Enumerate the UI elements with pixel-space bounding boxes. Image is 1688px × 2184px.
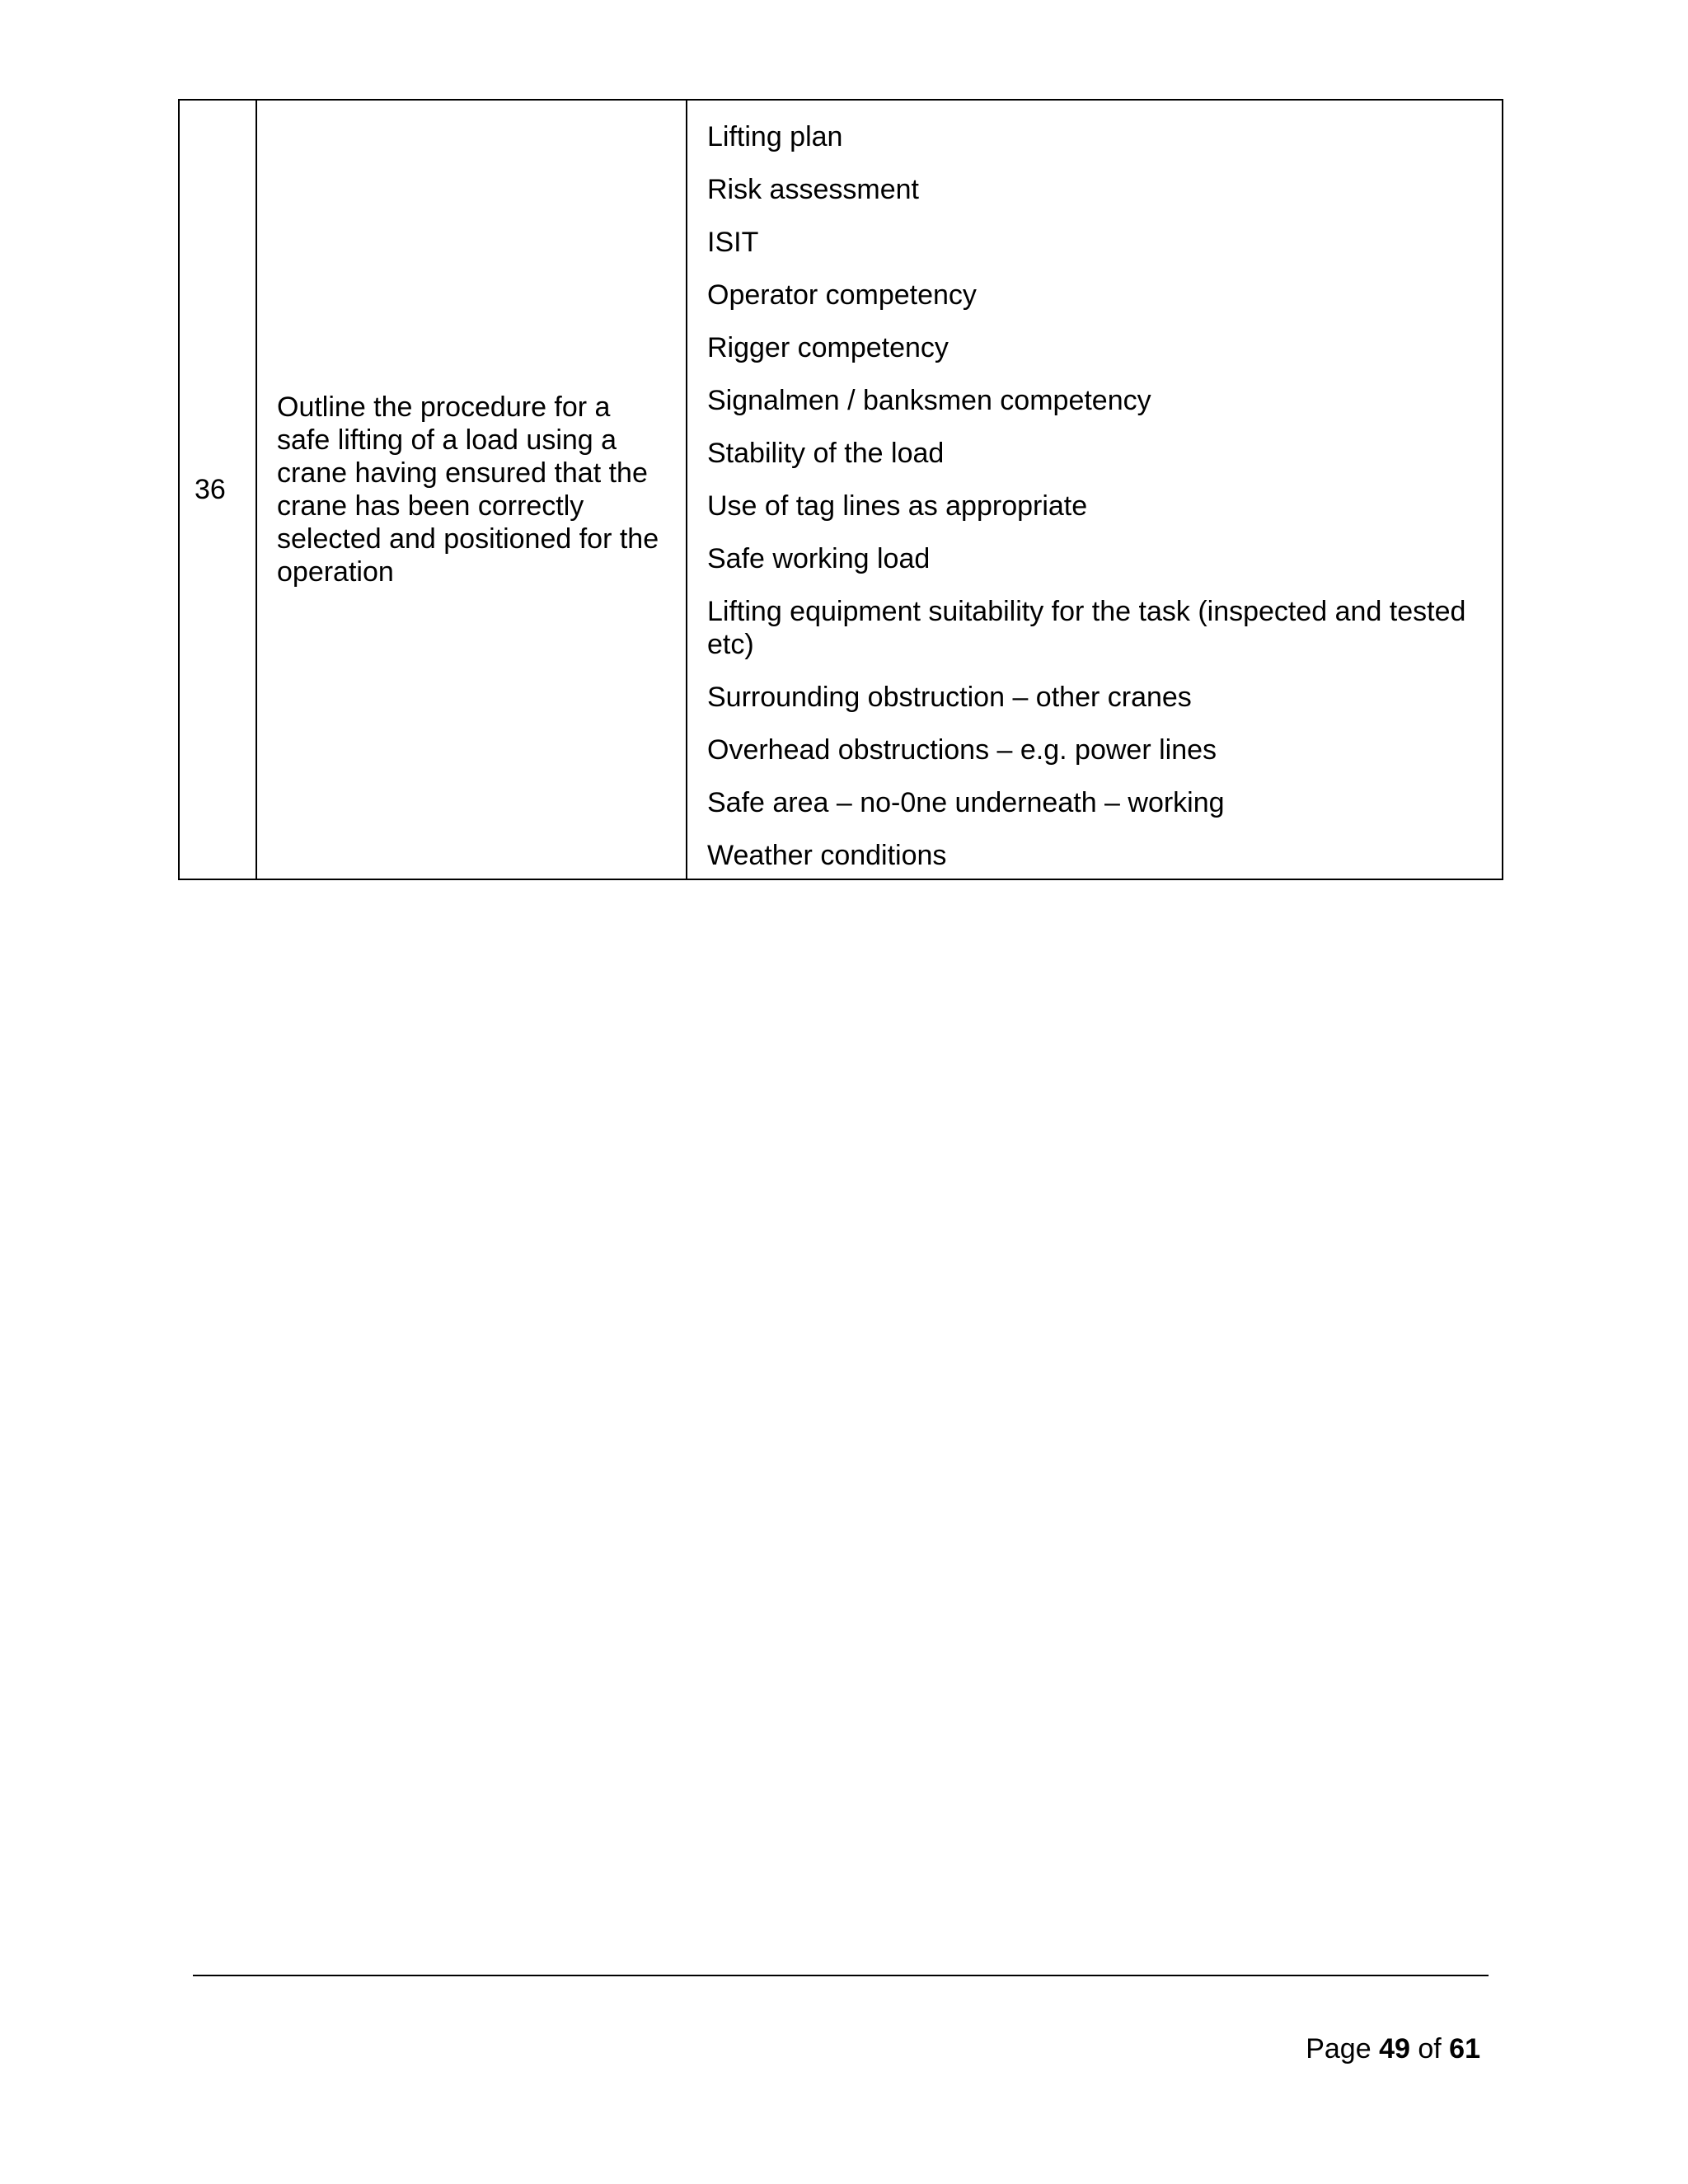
current-page: 49 (1379, 2033, 1410, 2064)
answer-item: Weather conditions (707, 840, 947, 871)
footer-divider (193, 1975, 1489, 1976)
answer-item: Surrounding obstruction – other cranes (707, 682, 1192, 713)
table-row (179, 100, 1503, 879)
answer-cell (687, 100, 1503, 879)
answer-item: Safe working load (707, 543, 931, 574)
answer-item: Lifting plan (707, 121, 843, 152)
answer-item: Overhead obstructions – e.g. power lines (707, 734, 1217, 766)
question-answer-table (178, 99, 1503, 880)
answer-item: Signalmen / banksmen competency (707, 385, 1151, 416)
page-number (1306, 2032, 1480, 2065)
answer-item: Rigger competency (707, 332, 949, 363)
question-number: 36 (179, 100, 256, 879)
answer-item: Use of tag lines as appropriate (707, 490, 1088, 522)
answer-item: ISIT (707, 227, 759, 258)
answer-item: Operator competency (707, 279, 977, 311)
answer-item: Safe area – no-0ne underneath – working (707, 787, 1225, 818)
answer-item: Risk assessment (707, 174, 919, 205)
total-pages: 61 (1449, 2033, 1480, 2064)
question-text: Outline the procedure for a safe lifting of a load using a crane having ensured that the crane has been correctly selected and positioned for the operation (256, 100, 687, 879)
page-label: Page (1306, 2033, 1372, 2064)
answer-list (707, 101, 1482, 872)
of-label: of (1418, 2033, 1442, 2064)
answer-item: Lifting equipment suitability for the task (inspected and tested etc) (707, 596, 1466, 660)
answer-item: Stability of the load (707, 438, 945, 469)
